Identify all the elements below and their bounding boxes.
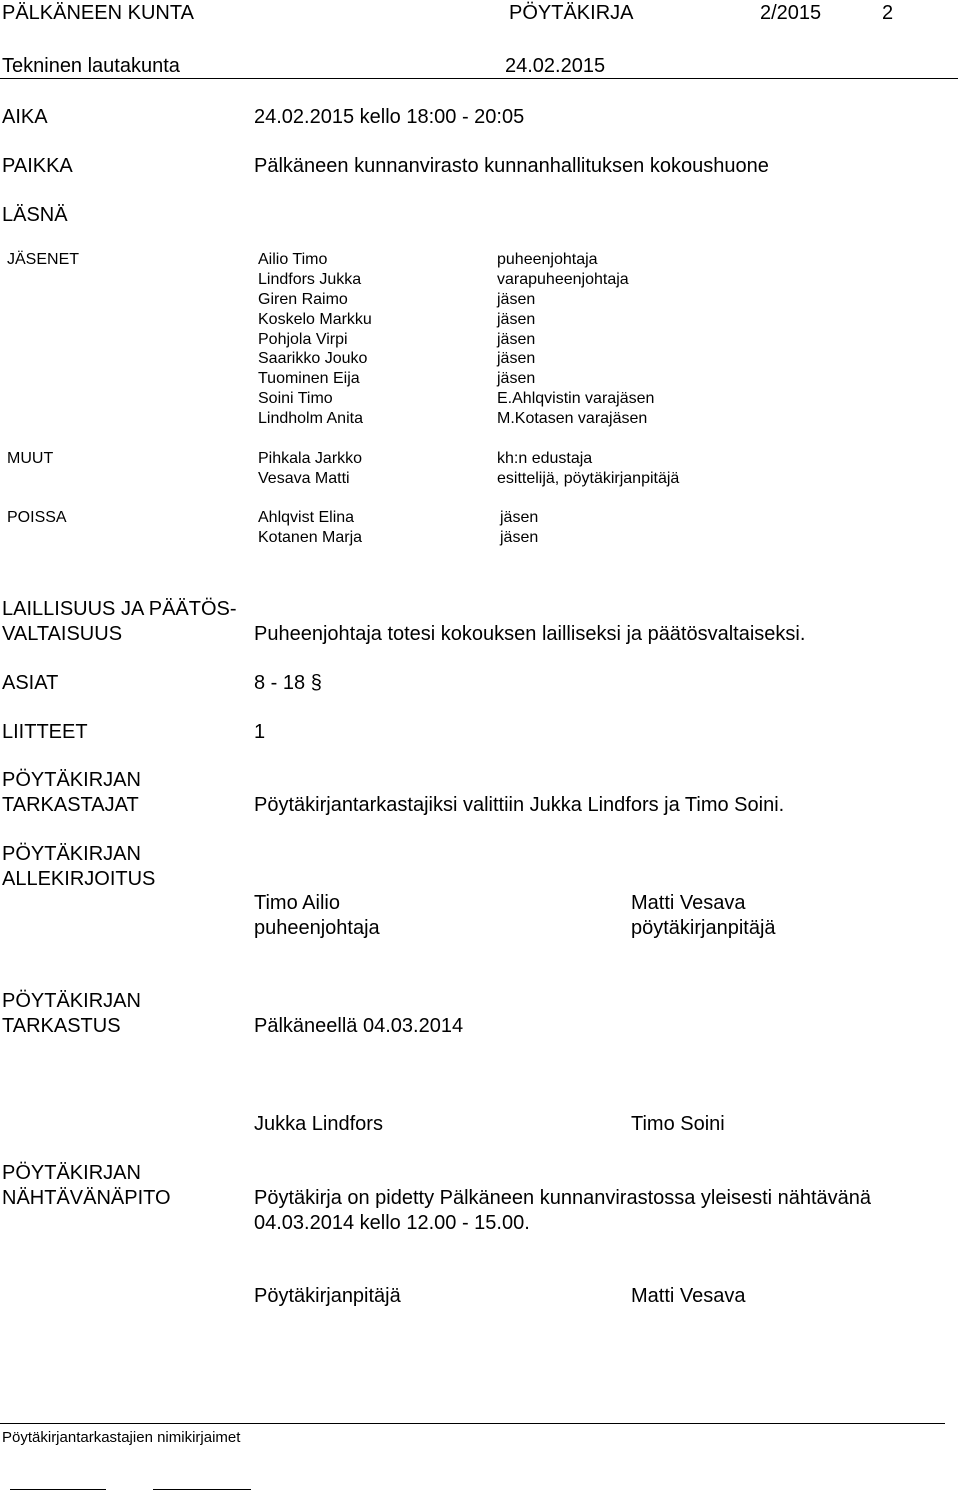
board-name: Tekninen lautakunta — [2, 55, 180, 77]
absent-label: POISSA — [7, 509, 67, 526]
matters-label: ASIAT — [2, 672, 59, 694]
review-text: Pälkäneellä 04.03.2014 — [254, 1015, 464, 1037]
member-name: Pohjola Virpi — [258, 331, 348, 348]
footer-rule — [0, 1423, 945, 1424]
others-label: MUUT — [7, 450, 54, 467]
member-name: Soini Timo — [258, 390, 333, 407]
chair-title: puheenjohtaja — [254, 917, 380, 939]
chair-name: Timo Ailio — [254, 892, 340, 914]
initials-line-1 — [10, 1489, 106, 1490]
checker-2-name: Timo Soini — [631, 1113, 725, 1135]
absent-role: jäsen — [500, 529, 539, 546]
other-role: kh:n edustaja — [497, 450, 593, 467]
review-label-1: PÖYTÄKIRJAN — [2, 990, 141, 1012]
absent-name: Kotanen Marja — [258, 529, 363, 546]
place-label: PAIKKA — [2, 155, 73, 177]
checkers-label-2: TARKASTAJAT — [2, 794, 139, 816]
member-role: jäsen — [497, 291, 536, 308]
time-label: AIKA — [2, 106, 48, 128]
checker-1-name: Jukka Lindfors — [254, 1113, 383, 1135]
legality-label-2: VALTAISUUS — [2, 623, 123, 645]
legality-label-1: LAILLISUUS JA PÄÄTÖS- — [2, 598, 237, 620]
time-value: 24.02.2015 kello 18:00 - 20:05 — [254, 106, 525, 128]
member-role: jäsen — [497, 370, 536, 387]
header-rule — [0, 78, 958, 79]
checkers-text: Pöytäkirjantarkastajiksi valittiin Jukka Lindfors ja Timo Soini. — [254, 794, 785, 816]
display-text-1: Pöytäkirja on pidetty Pälkäneen kunnanvirastossa yleisesti nähtävänä — [254, 1187, 872, 1209]
attachments-value: 1 — [254, 721, 266, 743]
document-number: 2/2015 — [760, 2, 822, 24]
member-role: puheenjohtaja — [497, 251, 598, 268]
member-role: jäsen — [497, 311, 536, 328]
matters-value: 8 - 18 § — [254, 672, 322, 694]
checkers-label-1: PÖYTÄKIRJAN — [2, 769, 141, 791]
header-date: 24.02.2015 — [505, 55, 606, 77]
display-signer-title: Pöytäkirjanpitäjä — [254, 1285, 401, 1307]
display-label-2: NÄHTÄVÄNÄPITO — [2, 1187, 171, 1209]
member-name: Koskelo Markku — [258, 311, 372, 328]
place-value: Pälkäneen kunnanvirasto kunnanhallituksen kokoushuone — [254, 155, 769, 177]
display-label-1: PÖYTÄKIRJAN — [2, 1162, 141, 1184]
other-name: Vesava Matti — [258, 470, 350, 487]
present-label: LÄSNÄ — [2, 204, 68, 226]
legality-text: Puheenjohtaja totesi kokouksen lailliseksi ja päätösvaltaiseksi. — [254, 623, 806, 645]
initials-line-2 — [153, 1489, 251, 1490]
secretary-name: Matti Vesava — [631, 892, 746, 914]
absent-role: jäsen — [500, 509, 539, 526]
review-label-2: TARKASTUS — [2, 1015, 121, 1037]
absent-name: Ahlqvist Elina — [258, 509, 355, 526]
member-role: jäsen — [497, 350, 536, 367]
other-name: Pihkala Jarkko — [258, 450, 363, 467]
municipality-name: PÄLKÄNEEN KUNTA — [2, 2, 194, 24]
member-role: E.Ahlqvistin varajäsen — [497, 390, 655, 407]
member-role: jäsen — [497, 331, 536, 348]
page-number: 2 — [882, 2, 894, 24]
attachments-label: LIITTEET — [2, 721, 88, 743]
member-name: Giren Raimo — [258, 291, 348, 308]
member-name: Lindfors Jukka — [258, 271, 362, 288]
display-text-2: 04.03.2014 kello 12.00 - 15.00. — [254, 1212, 530, 1234]
member-name: Saarikko Jouko — [258, 350, 368, 367]
member-name: Tuominen Eija — [258, 370, 360, 387]
initials-label: Pöytäkirjantarkastajien nimikirjaimet — [2, 1429, 241, 1446]
member-role: M.Kotasen varajäsen — [497, 410, 648, 427]
signatures-label-1: PÖYTÄKIRJAN — [2, 843, 141, 865]
signatures-label-2: ALLEKIRJOITUS — [2, 868, 156, 890]
display-signer-name: Matti Vesava — [631, 1285, 746, 1307]
member-name: Ailio Timo — [258, 251, 328, 268]
secretary-title: pöytäkirjanpitäjä — [631, 917, 776, 939]
member-role: varapuheenjohtaja — [497, 271, 629, 288]
other-role: esittelijä, pöytäkirjanpitäjä — [497, 470, 680, 487]
members-label: JÄSENET — [7, 251, 80, 268]
document-type: PÖYTÄKIRJA — [509, 2, 634, 24]
member-name: Lindholm Anita — [258, 410, 363, 427]
